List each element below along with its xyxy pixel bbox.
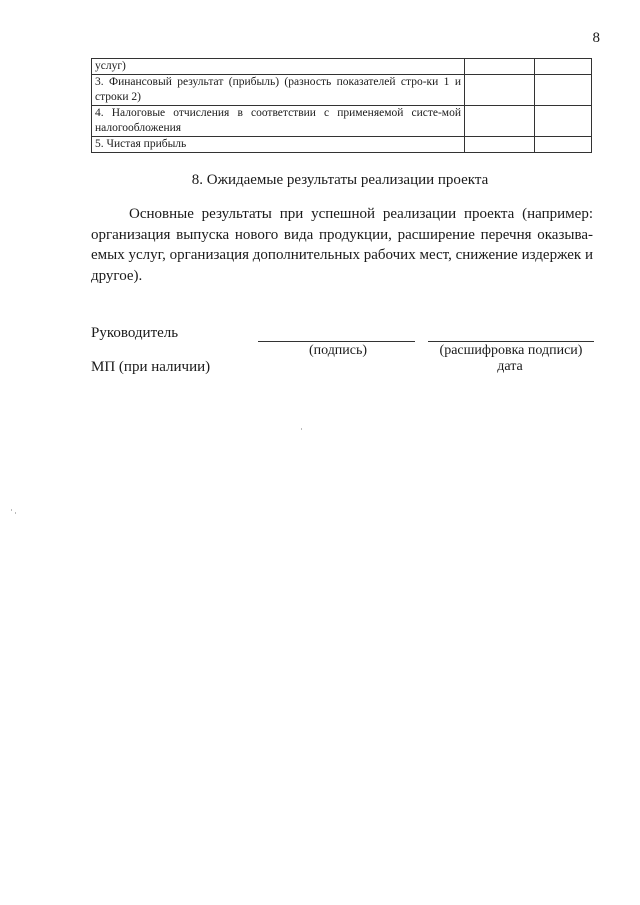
table-cell-label: услуг) bbox=[92, 59, 465, 75]
table-cell-value bbox=[535, 137, 592, 153]
signature-caption: (подпись) bbox=[308, 343, 368, 358]
table-cell-value bbox=[465, 137, 535, 153]
table-cell-value bbox=[465, 75, 535, 106]
section-heading: 8. Ожидаемые результаты реализации проекта bbox=[191, 172, 489, 188]
section-paragraph: Основные результаты при успешной реализации проекта (например: организация выпуска нового вида продукции, расширение перечня оказыва-емых услуг, организация дополнительных рабочих мест, снижение издержек и другое). bbox=[91, 206, 593, 284]
table-cell-value bbox=[535, 75, 592, 106]
table-row bbox=[92, 137, 592, 153]
transcript-line bbox=[428, 341, 594, 342]
table-cell-label: 3. Финансовый результат (прибыль) (разность показателей стро-ки 1 и строки 2) bbox=[92, 75, 465, 106]
head-label: Руководитель bbox=[91, 325, 179, 341]
financial-results-table bbox=[91, 58, 592, 153]
table-row bbox=[92, 59, 592, 75]
scan-artifact bbox=[301, 428, 302, 430]
table-row bbox=[92, 75, 592, 106]
stamp-label: МП (при наличии) bbox=[91, 359, 211, 375]
table-cell-label: 4. Налоговые отчисления в соответствии с применяемой систе-мой налогообложения bbox=[92, 106, 465, 137]
table-cell-value bbox=[465, 59, 535, 75]
transcript-caption: (расшифровка подписи) bbox=[439, 343, 583, 358]
date-label: дата bbox=[497, 359, 523, 374]
scan-artifact bbox=[11, 509, 12, 511]
signature-line bbox=[258, 341, 415, 342]
table-cell-value bbox=[465, 106, 535, 137]
table-cell-label: 5. Чистая прибыль bbox=[92, 137, 465, 153]
scan-artifact bbox=[15, 512, 16, 514]
table-row bbox=[92, 106, 592, 137]
table-cell-value bbox=[535, 106, 592, 137]
table-cell-value bbox=[535, 59, 592, 75]
page-number: 8 bbox=[592, 30, 600, 46]
